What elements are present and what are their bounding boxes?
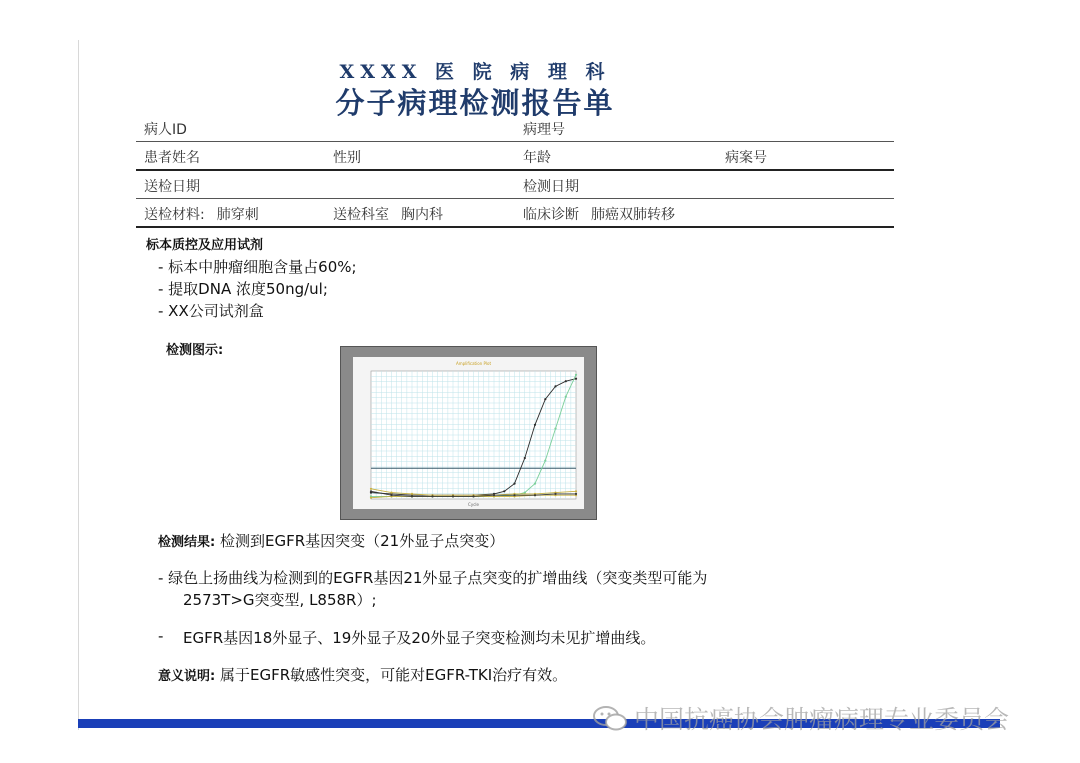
info-row-3 — [136, 171, 894, 199]
amplification-chart-svg — [341, 347, 596, 519]
chart-point — [370, 490, 372, 492]
meaning-heading: 意义说明: — [158, 669, 216, 684]
result-note-2: EGFR基因18外显子、19外显子及20外显子突变检测均未见扩增曲线。 — [183, 629, 656, 647]
amplification-chart — [340, 346, 597, 520]
chart-point — [493, 494, 495, 496]
chart-point — [565, 380, 567, 382]
chart-xlabel: Cycle — [468, 502, 479, 507]
result-heading: 检测结果: — [158, 535, 216, 550]
submit-date-label: 送检日期 — [144, 179, 200, 195]
chart-point — [513, 494, 515, 496]
info-row-4 — [136, 199, 894, 228]
chart-point — [554, 385, 556, 387]
chart-point — [534, 494, 536, 496]
chart-point — [472, 495, 474, 497]
dept-cell — [333, 204, 443, 224]
material-value: 肺穿刺 — [216, 207, 259, 223]
chart-point — [575, 490, 577, 492]
quality-heading: 标本质控及应用试剂 — [146, 238, 264, 253]
meaning-line — [158, 664, 567, 685]
chart-point — [575, 378, 577, 380]
chart-point — [554, 428, 556, 430]
report-title: 分子病理检测报告单 — [335, 86, 615, 120]
chart-point — [390, 492, 392, 494]
chart-point — [411, 495, 413, 497]
chart-point — [390, 494, 392, 496]
meaning-text: 属于EGFR敏感性突变，可能对EGFR-TKI治疗有效。 — [219, 666, 568, 684]
pathology-no-label: 病理号 — [523, 122, 565, 138]
quality-item-3: - XX公司试剂盒 — [158, 302, 264, 320]
age-label: 年龄 — [523, 150, 551, 166]
diagnosis-cell — [523, 204, 675, 224]
result-line — [158, 530, 504, 551]
chart-point — [452, 495, 454, 497]
chart-point — [411, 493, 413, 495]
chart-title: Amplification Plot — [455, 361, 492, 366]
chart-point — [534, 424, 536, 426]
chart-point — [534, 483, 536, 485]
watermark — [592, 700, 1009, 736]
chart-point — [575, 493, 577, 495]
diagnosis-value: 肺癌双肺转移 — [591, 207, 675, 223]
page-left-rule — [78, 40, 79, 730]
info-row-1 — [136, 114, 894, 142]
patient-info-table — [136, 114, 894, 228]
chart-point — [544, 460, 546, 462]
chart-point — [370, 497, 372, 499]
watermark-text: 中国抗癌协会肿瘤病理专业委员会 — [634, 705, 1010, 734]
chart-point — [503, 490, 505, 492]
chart-point — [513, 483, 515, 485]
chart-point — [370, 488, 372, 490]
chart-point — [575, 374, 577, 376]
quality-item-1: - 标本中肿瘤细胞含量占60%; — [158, 258, 357, 276]
chart-point — [524, 492, 526, 494]
chart-point — [554, 493, 556, 495]
chart-point — [431, 495, 433, 497]
figure-heading: 检测图示: — [166, 343, 224, 358]
patient-id-label: 病人ID — [144, 122, 187, 138]
result-note-1-line-2: 2573T>G突变型, L858R）; — [183, 591, 377, 609]
chart-point — [544, 398, 546, 400]
info-row-2 — [136, 142, 894, 171]
chart-point — [565, 396, 567, 398]
material-label: 送检材料: — [144, 207, 205, 223]
chart-point — [524, 457, 526, 459]
sex-label: 性别 — [333, 150, 361, 166]
test-date-label: 检测日期 — [523, 179, 579, 195]
wechat-icon — [592, 705, 628, 731]
dept-value: 胸内科 — [401, 207, 443, 223]
quality-item-2: - 提取DNA 浓度50ng/ul; — [158, 280, 328, 298]
material-cell — [144, 204, 259, 224]
result-note-2-dash: - — [158, 627, 164, 645]
result-text: 检测到EGFR基因突变（21外显子点突变） — [219, 532, 505, 550]
dept-label: 送检科室 — [333, 207, 389, 223]
patient-name-label: 患者姓名 — [144, 150, 200, 166]
diagnosis-label: 临床诊断 — [523, 207, 579, 223]
result-note-1-line-1: - 绿色上扬曲线为检测到的EGFR基因21外显子点突变的扩增曲线（突变类型可能为 — [158, 569, 708, 587]
hospital-title: XXXX 医 院 病 理 科 — [339, 61, 611, 83]
case-no-label: 病案号 — [725, 150, 767, 166]
